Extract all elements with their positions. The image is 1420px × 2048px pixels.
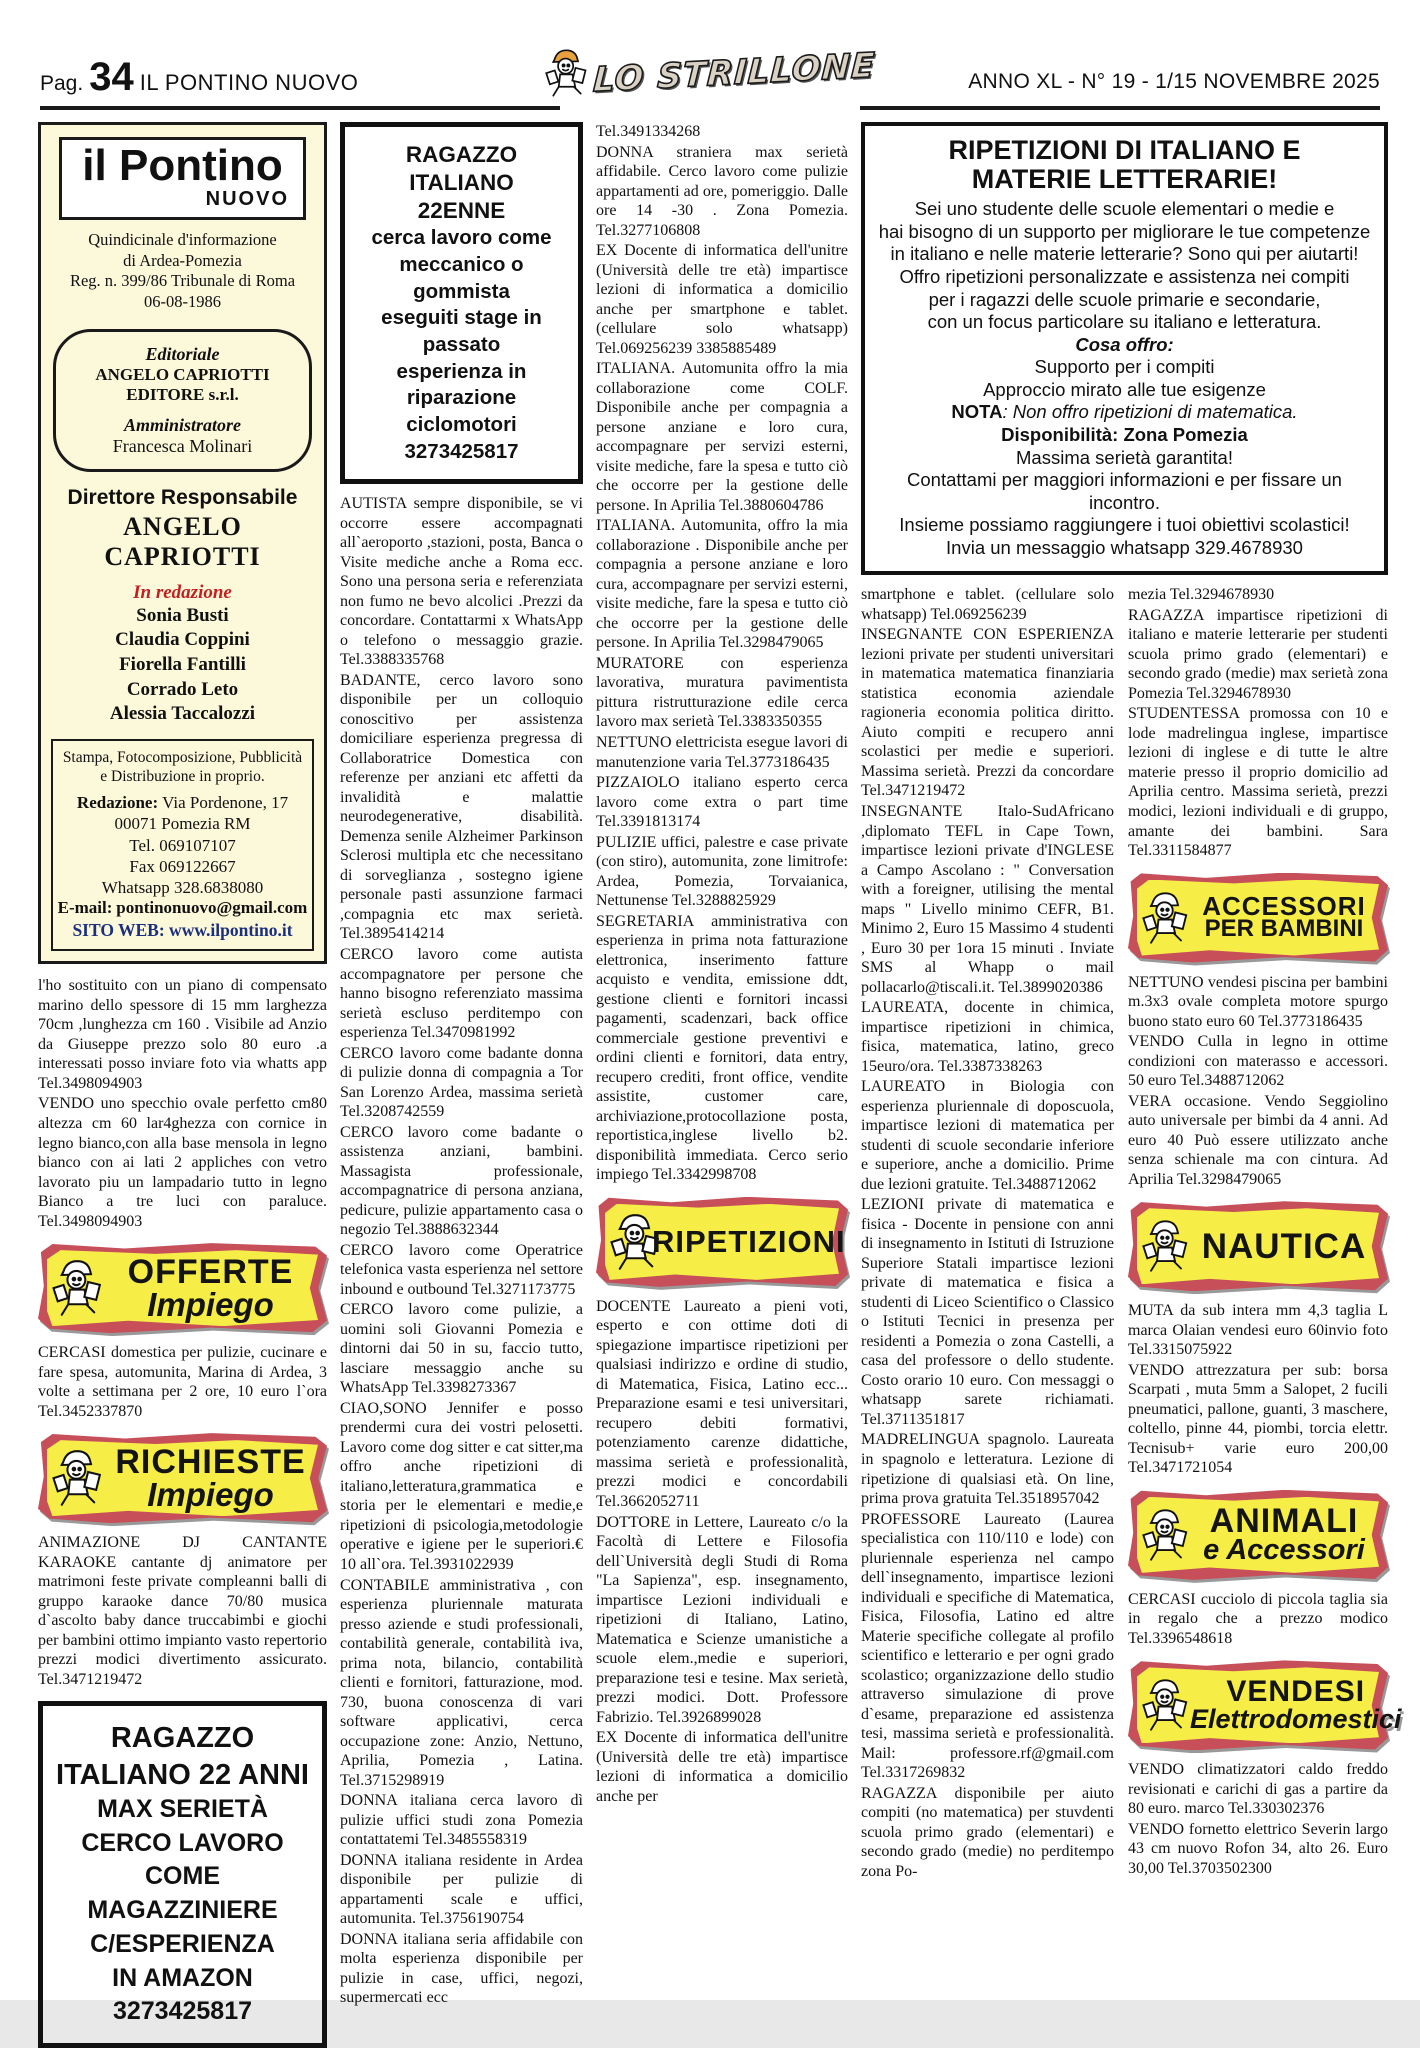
column-4 [861, 585, 1114, 1882]
ad-paragraph: DOCENTE Laureato a pieni voti, esperto e con ottime doti di spiegazione impartisce ripetizioni per qualsiasi indirizzo e ordine di studio, di Matematica, Fisica, Latino ecc... Preparazione esami e tesi universitari, recupero debiti formativi, potenziamento carenze didattiche, massima serietà e professionalità, prezzi modici e concordabili Tel.3662052711 [596, 1297, 848, 1510]
direttore-name: ANGELO CAPRIOTTI [104, 511, 261, 571]
ad-paragraph: smartphone e tablet. (cellulare solo whatsapp) Tel.069256239 [861, 586, 1114, 623]
masthead-line: Quindicinale d'informazione [88, 230, 277, 249]
ad-paragraph: CERCO lavoro come autista accompagnatore per persone che hanno bisogno referenziato massima serietà escluso perditempo con esperienza Tel.3470981992 [340, 946, 583, 1042]
ads-animali [1128, 1590, 1388, 1649]
whatsapp-number: Whatsapp 328.6838080 [101, 878, 264, 898]
masthead-line: 06-08-1986 [144, 291, 221, 311]
column-2 [340, 122, 583, 2007]
ad-paragraph: NETTUNO vendesi piscina per bambini m.3x3 ovale completa motore spurgo buono stato euro 60 Tel.3773186435 [1128, 973, 1388, 1030]
masthead-contact-box [51, 739, 314, 951]
ad-paragraph: SEGRETARIA amministrativa con esperienza in prima nota fatturazione elettronica, inserimento fatture acquisto e vendita, emissione ddt, gestione clienti e fornitori incassi pagamenti, scadenzari, back office commerciale gestione preventivi e ordini clienti e fornitori, data entry, recupero crediti, front office, vendite assistite, customer care, archiviazione,protocollazione posta, reportistica,inglese livello b2. disponibilità immediata. Cerco serio impiego Tel.3342998708 [596, 912, 848, 1184]
boxed-ad-line: IN AMAZON [112, 1963, 253, 1992]
banner-title: VENDESI [1226, 1675, 1366, 1709]
banner-richieste-impiego [38, 1433, 327, 1523]
editoriale-label: Editoriale [145, 343, 220, 364]
ad-paragraph: RAGAZZA impartisce ripetizioni di italiano e materie letterarie per studenti scuola primo grado (elementari) e secondo grado (medie) max serietà zona Pomezia Tel.3294678930 [1128, 606, 1388, 702]
ad-paragraph: VENDO attrezzatura per sub: borsa Scarpati , muta 5mm a Salopet, 2 fucili pneumatici, pallone, guanti, 3 maschere, coltello, pinne 44, piombi, torcia elettr. Tecnisub+ varie euro 200,00 Tel.3471721054 [1128, 1361, 1388, 1477]
editoriale-name: ANGELO CAPRIOTTI EDITORE s.r.l. [95, 364, 270, 404]
ad-paragraph: PROFESSORE Laureato (Laurea specialistica con 110/110 e lode) con pluriennale esperienza nel campo dell`insegnamento, impartisce lezioni individuali e specifiche di Matematica, Fisica, Filosofia, Latino ed altre Materie specifiche collegate al profilo scientifico e letterario e per ogni grado scolastico; organizzazione dello studio attraverso simulazione di prove d`esame, preparazione ed assistenza tesi, massima serietà e professionalità. Mail: professore.rf@gmail.com Tel.3317269832 [861, 1510, 1114, 1782]
boxed-ad-title: MATERIE LETTERARIE! [971, 164, 1278, 195]
boxed-ad-text: hai bisogno di un supporto per migliorare le tue competenze [878, 220, 1371, 242]
redazione-names [49, 604, 316, 727]
ad-paragraph: VERA occasione. Vendo Seggiolino auto universale per bimbi da 4 anni. Ad euro 40 Può essere utilizzato anche senza schienale ma con cintura. Ad Aprilia Tel.3298479065 [1128, 1092, 1388, 1188]
newsboy-icon [52, 1446, 104, 1510]
column-3 [596, 122, 848, 1984]
redazione-name: Fiorella Fantilli [119, 653, 246, 675]
boxed-ad-line: MAGAZZINIERE [87, 1896, 278, 1925]
ad-paragraph: CIAO,SONO Jennifer e posso prendermi cura dei vostri pelosetti. Lavoro come dog sitter e cat sitter,ma offro anche ripetizioni di italiano,letteratura,grammatica e storia per le elementari e medie,e ripetizioni di psicologia,metodologie operative e igiene per le superiori.€ 10 all`ora. Tel.3931022939 [340, 1399, 583, 1573]
ad-paragraph: VENDO climatizzatori caldo freddo revisionati e carichi di gas a partire da 80 euro. marco Tel.330302376 [1128, 1761, 1388, 1818]
redazione-name: Corrado Leto [126, 678, 239, 700]
ad-paragraph: CERCO lavoro come badante o assistenza anziani, bambini. Massagista professionale, accompagnatrice di persona anziana, pedicure, pulizie appartamento casa o negozio Tel.3888632344 [340, 1123, 583, 1239]
editorial-box [53, 329, 312, 472]
banner-offerte-impiego [38, 1243, 327, 1333]
banner-subtitle: PER BAMBINI [1204, 915, 1364, 943]
amministratore-label: Amministratore [123, 414, 242, 435]
redazione-name: Sonia Busti [136, 604, 229, 626]
ad-paragraph: DONNA italiana cerca lavoro dì pulizie uffici studi zona Pomezia contattatemi Tel.3485558319 [340, 1792, 583, 1849]
ads-richieste-impiego [38, 1533, 327, 1689]
boxed-ad-whatsapp: Invia un messaggio whatsapp 329.4678930 [946, 536, 1303, 558]
boxed-ad-line: 22ENNE [417, 198, 506, 224]
banner-animali [1128, 1490, 1388, 1580]
boxed-ad-text: Massima serietà garantita! [1016, 446, 1233, 468]
paper-name: IL PONTINO NUOVO [139, 70, 359, 95]
ad-paragraph: ITALIANA. Automunita, offro la mia collaborazione . Disponibile anche per compagnia a persone anziane e loro cura, accompagnare per servizi esterni, visite mediche, fare la spesa e tutto ciò che occorre per la gestione delle persone. In Aprilia Tel.3298479065 [596, 517, 848, 652]
boxed-ad-line: ITALIANO 22 ANNI [56, 1758, 309, 1791]
ads-elettrodomestici [1128, 1760, 1388, 1878]
ad-paragraph: DONNA straniera max serietà affidabile. Cerco lavoro come pulizie appartamenti ad ore, pomeriggio. Dalle ore 14 -30 . Zona Pomezia. Tel.3277106808 [596, 143, 848, 239]
ads-col2 [340, 494, 583, 2008]
redazione-name: Claudia Coppini [115, 629, 250, 651]
boxed-ad-line: meccanico o gommista [399, 253, 524, 303]
ad-paragraph: INSEGNANTE CON ESPERIENZA lezioni private per studenti universitari in matematica matematica finanziaria statistica economia aziendale ragioneria economia politica diritto. Aiuto compiti e recupero anni scolastici per medie e superiori. Massima serietà. Prezzi da concordare Tel.3471219472 [861, 626, 1114, 800]
ads-col5-top [1128, 585, 1388, 860]
boxed-ad-text: con un focus particolare su italiano e letteratura. [927, 311, 1322, 333]
ad-paragraph: ITALIANA. Automunita offro la mia collaborazione come COLF. Disponibile anche per compagnia a persone anziane e loro cura, accompagnare per servizi esterni, visite mediche, fare la spesa e tutto ciò che occorre per la gestione delle persone. In Aprilia Tel.3880604786 [596, 360, 848, 514]
ad-paragraph: ANIMAZIONE DJ CANTANTE KARAOKE cantante dj animatore per matrimoni feste private compleanni balli di gruppo karaoke dance 70/80 musica d`ascolto baby dance truccabimbi e giochi per bambini ottimo impianto vasto repertorio prezzi modici divertimento assicurato. Tel.3471219472 [38, 1534, 327, 1688]
banner-title: NAUTICA [1201, 1226, 1367, 1266]
page-header [40, 42, 1380, 110]
page-number: 34 [89, 55, 134, 99]
newsboy-icon [52, 1256, 104, 1320]
content-grid [38, 122, 1402, 2026]
ad-paragraph: LAUREATO in Biologia con esperienza pluriennale di doposcuola, impartisce lezioni di matematica per studenti di scuole secondarie inferiore e superiore, anche a domicilio. Prime due lezioni gratuite. Tel.3488712062 [861, 1078, 1114, 1193]
ad-paragraph: VENDO Culla in legno in ottime condizioni con materasso e accessori. 50 euro Tel.3488712062 [1128, 1033, 1388, 1090]
masthead-line: di Ardea-Pomezia [123, 250, 242, 270]
redazione-addr-value: Via Pordenone, 17 [162, 793, 289, 813]
redazione-label: In redazione [133, 581, 232, 603]
ads-nautica [1128, 1301, 1388, 1478]
banner-title: RICHIESTE [115, 1443, 306, 1482]
newsboy-icon [545, 46, 589, 100]
nota-label: NOTA [951, 401, 1003, 423]
ad-paragraph: LEZIONI private di matematica e fisica - Docente in pensione con anni di insegnamento in Istituti di Istruzione Superiore Statali impartisce lezioni private di matematica e fisica a studenti di Liceo Scientifico o Classico o Istituti Tecnici in presenza per residenti a Pomezia o zona Castelli, a casa del professore o dello studente. Costo orario 10 euro. Con messaggi o whatsapp sarete richiamati. Tel.3711351817 [861, 1196, 1114, 1428]
banner-title: ACCESSORI [1202, 890, 1366, 921]
stampa-line: e Distribuzione in proprio. [100, 767, 265, 785]
boxed-ad-text: Sei uno studente delle scuole elementari o medie e [914, 198, 1335, 220]
boxed-ad-ragazzo-22enne [340, 122, 583, 484]
boxed-ad-line: 3273425817 [404, 439, 519, 463]
ad-paragraph: DONNA italiana seria affidabile con molta esperienza disponibile per pulizie in case, uffici, negozi, supermercati ecc [340, 1930, 583, 2007]
logo-text: LO STRILLONE [591, 45, 877, 101]
email-line [57, 898, 308, 918]
ad-paragraph: Tel.3491334268 [596, 123, 701, 140]
ad-paragraph: VENDO fornetto elettrico Severin largo 43 cm nuovo Rofon 34, alto 26. Euro 30,00 Tel.3703502300 [1128, 1820, 1388, 1877]
ad-paragraph: MURATORE con esperienza lavorativa, muratura pavimentista pittura ristrutturazione edile cerca lavoro max serietà Tel.3383350355 [596, 654, 848, 731]
newsboy-icon [1142, 1216, 1190, 1276]
boxed-ad-nota [877, 401, 1372, 424]
stampa-line: Stampa, Fotocomposizione, Pubblicità [62, 748, 303, 766]
boxed-ad-text: Offro ripetizioni personalizzate e assistenza nei compiti [899, 266, 1350, 287]
boxed-ad-ripetizioni-italiano [861, 122, 1388, 575]
banner-vendesi-elettrodomestici [1128, 1660, 1402, 1750]
address-city: 00071 Pomezia RM [114, 814, 251, 834]
ads-col4 [861, 585, 1114, 1881]
boxed-ad-text: Contattami per maggiori informazioni e per fissare un incontro. [907, 469, 1342, 513]
boxed-ad-text: in italiano e nelle materie letterarie? Sono qui per aiutarti! [890, 243, 1359, 265]
newsboy-icon [1142, 1505, 1190, 1565]
ad-paragraph: mezia Tel.3294678930 [1128, 586, 1275, 604]
boxed-ad-line: CERCO LAVORO COME [81, 1828, 284, 1891]
column-5 [1128, 585, 1402, 1882]
masthead-line: Reg. n. 399/86 Tribunale di Roma [69, 271, 296, 291]
ads-ripetizioni [596, 1297, 848, 1806]
ad-paragraph: VENDO uno specchio ovale perfetto cm80 altezza cm 60 lar4ghezza con cornice in legno bianco,con alla base mensola in legno bianco con ai lati 2 appliches con vetro lavorato piu un lampadario tutto in legno Bianco a tre luci con paraluce. Tel.3498094903 [38, 1095, 327, 1230]
boxed-ad-text: Supporto per i compiti [1034, 356, 1215, 378]
boxed-ad-cosa-offro: Cosa offro: [1075, 333, 1174, 355]
email-address: pontinonuovo@gmail.com [116, 898, 308, 918]
ad-paragraph: PIZZAIOLO italiano esperto cerca lavoro come extra o part time Tel.3391813174 [596, 774, 848, 831]
ads-accessori-bambini [1128, 973, 1388, 1190]
banner-ripetizioni [596, 1197, 848, 1287]
boxed-ad-text: per i ragazzi delle scuole primarie e secondarie, [928, 288, 1321, 310]
lo-strillone-logo [560, 34, 877, 112]
banner-subtitle: Impiego [147, 1285, 274, 1323]
ad-paragraph: CERCASI domestica per pulizie, cucinare e fare spesa, automunita, Marina di Ardea, 3 volte a settimana per 2 ore, 10 euro l`ora Tel.3452337870 [38, 1344, 327, 1420]
ad-paragraph: CERCO lavoro come Operatrice telefonica vasta esperienza nel settore inbound e outbound Tel.3271173775 [340, 1241, 583, 1298]
ads-offerte-impiego [38, 1343, 327, 1421]
nota-text: : Non offro ripetizioni di matematica. [1002, 401, 1298, 423]
ad-paragraph: CERCO lavoro come pulizie, a uomini soli Giovanni Pomezia e dintorni dai 50 in su, faccio tutto, lasciare messaggio anche su WhatsApp Tel.3398273367 [340, 1301, 583, 1397]
redazione-name: Alessia Taccalozzi [109, 703, 256, 725]
column-1 [38, 122, 327, 2026]
banner-title: RIPETIZIONI [652, 1224, 846, 1260]
ad-paragraph: MADRELINGUA spagnolo. Laureata in spagnolo e letteratura. Lezione di ripetizione di qualsiasi età. On line, prima prova gratuita Tel.3518957042 [861, 1431, 1114, 1508]
ad-paragraph: MUTA da sub intera mm 4,3 taglia L marca Olaian vendesi euro 60invio foto Tel.3315075922 [1128, 1302, 1388, 1359]
banner-accessori-bambini [1128, 873, 1388, 963]
ad-paragraph: PULIZIE uffici, palestre e case private (con stiro), automunita, zone limitrofe: Ardea, Pomezia, Torvaianica, Nettunense Tel.3288825929 [596, 833, 848, 910]
masthead-subtitle: NUOVO [205, 188, 289, 210]
ad-paragraph: DOTTORE in Lettere, Laureato c/o la Facoltà di Lettere e Filosofia dell`Università degli Studi di Roma "La Sapienza", esp. insegnamento, impartisce Lezioni individuali e ripetizioni di Italiano, Latino, Matematica e Scienze umanistiche a scuole elem.,medie e superiori, preparazione tesi e tesine. Max serietà, prezzi modici. Dott. Professore Fabrizio. Tel.3926899028 [596, 1513, 848, 1726]
banner-subtitle: Impiego [147, 1475, 274, 1513]
boxed-ad-title: RIPETIZIONI DI ITALIANO E [948, 135, 1301, 165]
banner-subtitle: Elettrodomestici [1190, 1703, 1402, 1734]
ad-paragraph: INSEGNANTE Italo-SudAfricano ,diplomato TEFL in Cape Town, impartisce lezioni private d'INGLESE a Campo Ascolano : " Conversation with a foreigner, utilising the mental maps " Livello minimo CEFR, B1. Minimo 2, Euro 15 Massimo 4 studenti , Euro 30 per 1ora 15 minuti . Inviate SMS al Whapp o mail pollacarlo@tiscali.it. Tel.3899020386 [861, 802, 1114, 996]
ad-paragraph: CERCO lavoro come badante donna di pulizie donna di compagnia a Tor San Lorenzo Ardea, massima serietà Tel.3208742559 [340, 1044, 583, 1121]
boxed-ad-line: C/ESPERIENZA [90, 1929, 275, 1958]
masthead-title: il Pontino [82, 141, 283, 190]
website-line: SITO WEB: www.ilpontino.it [72, 920, 293, 941]
amministratore-name: Francesca Molinari [112, 435, 253, 456]
ad-paragraph: l'ho sostituito con un piano di compensato marino dello spessore di 15 mm larghezza 70cm ,lunghezza cm 160 . Visibile ad Anzio da Giuseppe prezzo solo 80 euro .a interessati posso inviare foto via whatts app Tel.3498094903 [38, 977, 327, 1092]
banner-nautica [1128, 1201, 1388, 1291]
boxed-ad-line: esperienza in riparazione [396, 359, 527, 410]
issue-info: ANNO XL - N° 19 - 1/15 NOVEMBRE 2025 [968, 70, 1380, 93]
right-columns [861, 585, 1402, 1882]
boxed-ad-ragazzo-22-anni [38, 1701, 327, 2048]
masthead-box [38, 122, 327, 964]
ad-paragraph: BADANTE, cerco lavoro sono disponibile per un colloquio conoscitivo per assistenza domiciliare esperienza pregressa di Collaboratrice Domestica con referenze per anziani etc affetti da invalidità e malattie neurodegenerative, disabilità. Demenza senile Alzheimer Parkinson Sclerosi multipla etc che necessitano di sorveglianza , sostegno igiene personale pasti assunzione farmaci ,compagnia etc max serietà. Tel.3895414214 [340, 671, 583, 943]
ad-paragraph: STUDENTESSA promossa con 10 e lode madrelingua inglese, impartisce lezioni di inglese e di tutte le altre materie presso il proprio domicilio ad Aprilia centro. Massima serietà, prezzi modici, lezioni individuali e di gruppo, amante dei bambini. Sara Tel.3311584877 [1128, 705, 1388, 860]
ad-paragraph: CERCASI cucciolo di piccola taglia sia in regalo che a prezzo modico Tel.3396548618 [1128, 1590, 1388, 1647]
ad-paragraph: AUTISTA sempre disponibile, se vi occorre essere accompagnati all`aeroporto ,stazioni, posta, Banca o Visite mediche anche a Roma ecc. Sono una persona seria e referenziata non fumo ne bevo alcolici .Prezzi da concordare. Contattarmi x WhatsApp o telefono o messaggio grazie. Tel.3388335768 [340, 495, 583, 669]
phone-number: Tel. 069107107 [129, 835, 236, 855]
ad-paragraph: LAUREATA, docente in chimica, impartisce ripetizioni in chimica, fisica, matematica, latino, greco 15euro/ora. Tel.3387338263 [861, 999, 1114, 1075]
page-label: Pag. [40, 72, 84, 95]
boxed-ad-line: eseguiti stage in passato [381, 306, 542, 356]
right-section [861, 122, 1402, 1984]
ad-paragraph: DONNA italiana residente in Ardea disponibile per pulizie di appartamenti scale e uffici, automunita. Tel.3756190754 [340, 1851, 583, 1928]
ads-col1-intro [38, 976, 327, 1231]
fax-number: Fax 069122667 [129, 856, 236, 876]
ad-paragraph: EX Docente di informatica dell'unitre (Università delle tre età) impartisce lezioni di informatica a domicilio anche per smartphone e tablet. (cellulare solo whatsapp) Tel.069256239 3385885489 [596, 242, 848, 357]
header-left [40, 55, 359, 99]
boxed-ad-line: ciclomotori [406, 412, 517, 436]
ad-paragraph: EX Docente di informatica dell'unitre (Università delle tre età) impartisce lezioni di informatica a domicilio anche per [596, 1729, 848, 1805]
newsboy-icon [1142, 888, 1190, 948]
banner-subtitle: e Accessori [1203, 1534, 1365, 1567]
redazione-addr-label: Redazione: [76, 793, 159, 813]
direttore-label: Direttore Responsabile [67, 485, 298, 509]
boxed-ad-line: RAGAZZO ITALIANO [405, 142, 518, 196]
newsboy-icon [1142, 1675, 1190, 1735]
ad-paragraph: CONTABILE amministrativa , con esperienza pluriennale maturata presso aziende e studi professionali, contabilità generale, contabilità iva, prima nota, bilancio, contabilità clienti e fornitori, fatturazione, mod. 730, buona conoscenza di vari software applicativi, cerca occupazione zone: Anzio, Nettuno, Aprilia, Pomezia , Latina. Tel.3715298919 [340, 1576, 583, 1789]
boxed-ad-text: Approccio mirato alle tue esigenze [983, 378, 1266, 400]
ad-paragraph: RAGAZZA disponibile per aiuto compiti (no matematica) per stuvdenti scuola primo grado (elementari) e secondo grado (medie) no perditempo zona Po- [861, 1784, 1114, 1880]
ad-paragraph: NETTUNO elettricista esegue lavori di manutenzione varia Tel.3773186435 [596, 733, 848, 771]
boxed-ad-line: 3273425817 [112, 1997, 253, 2026]
redazione-address [57, 792, 308, 813]
banner-title: ANIMALI [1209, 1501, 1359, 1540]
boxed-ad-line: RAGAZZO [110, 1722, 255, 1755]
masthead-logo [59, 137, 306, 220]
email-label: E-mail: [57, 898, 113, 918]
boxed-ad-text: Insieme possiamo raggiungere i tuoi obiettivi scolastici! [899, 514, 1350, 536]
boxed-ad-disponibilita: Disponibilità: Zona Pomezia [1001, 423, 1248, 445]
ads-col3-top [596, 122, 848, 1185]
boxed-ad-line: MAX SERIETÀ [97, 1794, 268, 1823]
banner-title: OFFERTE [127, 1253, 294, 1292]
boxed-ad-line: cerca lavoro come [371, 226, 552, 250]
